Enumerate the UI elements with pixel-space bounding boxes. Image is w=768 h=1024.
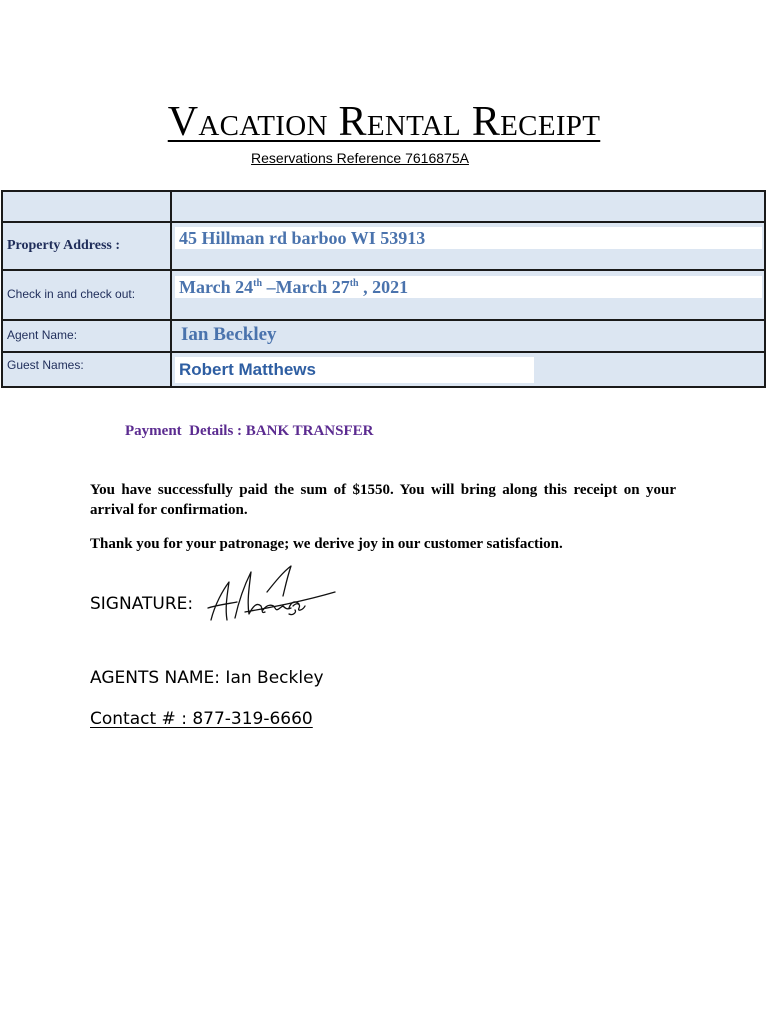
signature-label: SIGNATURE: [90,594,194,614]
checkin-year: , 2021 [358,277,409,297]
guest-names-value: Robert Matthews [175,357,534,383]
agent-name-value: Ian Beckley [181,324,277,345]
document-title: Vacation Rental Receipt [167,99,601,145]
table-row-blank [3,192,764,223]
guest-names-label: Guest Names: [3,353,172,386]
table-cell-blank [3,192,172,221]
property-address-label: Property Address : [3,223,172,269]
checkin-start-suffix: th [253,278,263,289]
table-row-property [3,223,764,271]
checkin-separator: –March 27 [262,277,350,297]
checkin-label: Check in and check out: [3,271,172,319]
payment-confirmation-paragraph: You have successfully paid the sum of $1550. You will bring along this receipt on your arrival for confirmation. [90,482,676,518]
handwritten-signature [205,562,340,628]
thank-you-paragraph: Thank you for your patronage; we derive joy in our customer satisfaction. [90,536,563,552]
checkin-value [175,276,762,298]
table-row-agent [3,321,764,353]
contact-number: Contact # : 877-319-6660 [90,709,313,729]
reservation-reference: Reservations Reference 7616875A [251,150,469,166]
table-row-checkin [3,271,764,321]
table-row-guest [3,353,764,386]
property-address-value: 45 Hillman rd barboo WI 53913 [175,227,762,249]
checkin-start: March 24 [179,277,254,297]
agent-name-label: Agent Name: [3,321,172,351]
payment-details: Payment Details : BANK TRANSFER [125,423,374,439]
agents-name: AGENTS NAME: Ian Beckley [90,668,324,688]
receipt-details-table [1,190,766,388]
checkin-end-suffix: th [349,278,359,289]
